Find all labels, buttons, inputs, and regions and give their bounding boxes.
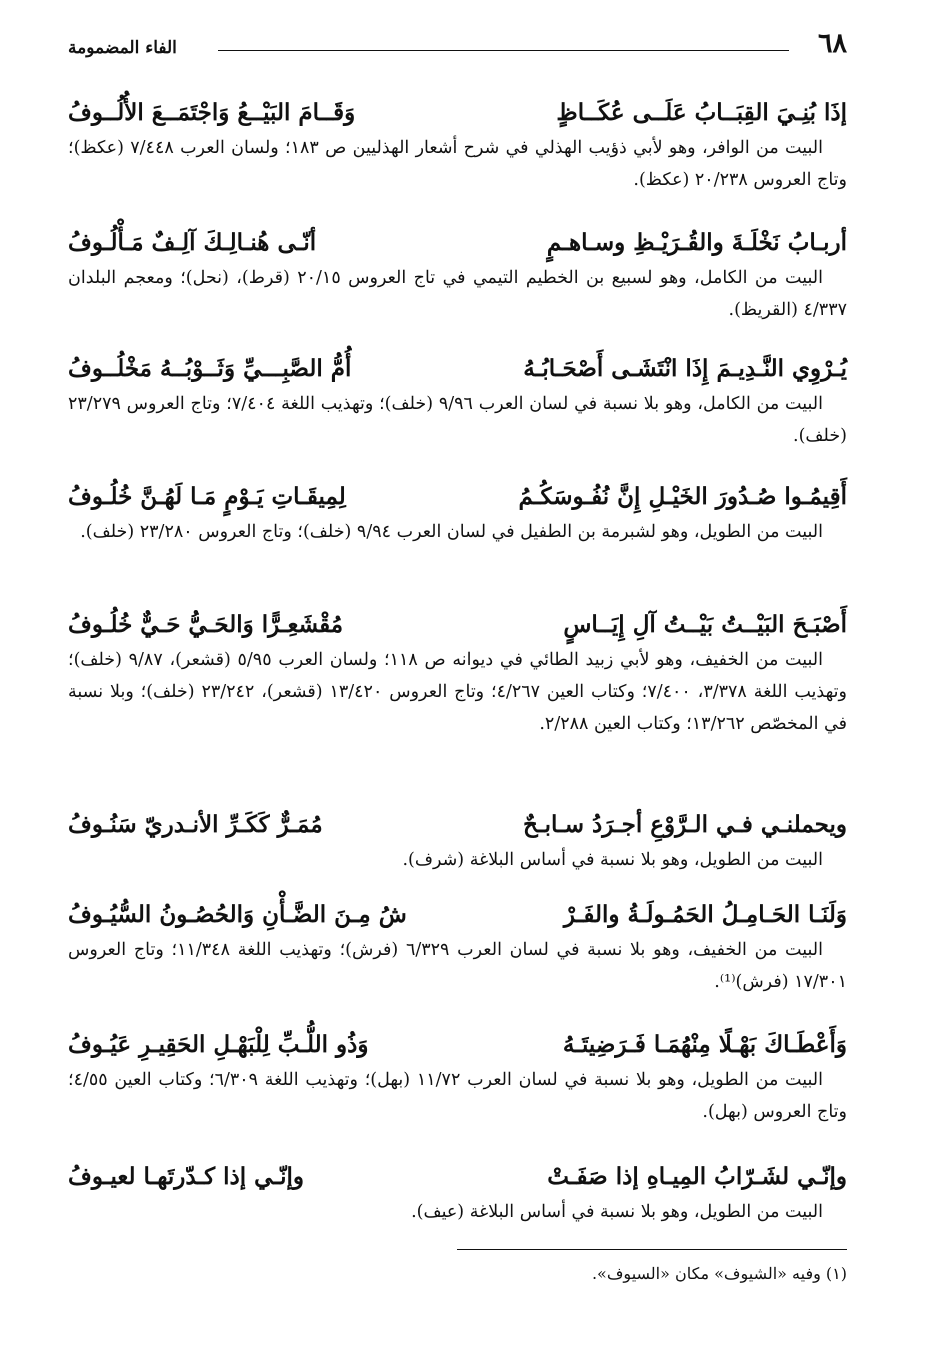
citation-note: البيت من الكامل، وهو بلا نسبة في لسان العرب ٩/٩٦ (خلف)؛ وتهذيب اللغة ٧/٤٠٤؛ وتاج العروس ٢٣/٢٧٩ (خلف). [68, 394, 847, 446]
verse-hemistich-second: لِمِيقَـاتِ يَـوْمٍ مَـا لَهُـنَّ خُلُـوفُ [68, 483, 346, 510]
page-header [68, 28, 847, 60]
verse-hemistich-first: وَأَعْطَـاكَ بَهْـلًا مِنْهُمَـا فَـرَضِيتَـهُ [562, 1031, 847, 1058]
citation-note: البيت من الخفيف، وهو بلا نسبة في لسان العرب ٦/٣٢٩ (فرش)؛ وتهذيب اللغة ١١/٣٤٨؛ وتاج العروس ١٧/٣٠١ (فرش)⁽¹⁾. [68, 940, 847, 992]
verse-hemistich-second: وَقَــامَ البَيْــعُ وَاجْتَمَــعَ الأُلُــوفُ [68, 99, 356, 126]
citation-note: البيت من الوافر، وهو لأبي ذؤيب الهذلي في شرح أشعار الهذليين ص ١٨٣؛ ولسان العرب ٧/٤٤٨ (عكظ)؛ وتاج العروس ٢٠/٢٣٨ (عكظ). [68, 138, 847, 190]
poem-entry [68, 898, 847, 998]
poem-entry [68, 808, 847, 876]
verse-hemistich-first: ويحملنـي فـي الـرَّوْعِ أجـرَدُ سـابـحٌ [523, 811, 847, 838]
verse-line [68, 96, 847, 130]
verse-hemistich-second: أُمُّ الصَّبِـــيِّ وَثَــوْبُــهُ مَخْلُــوفُ [68, 355, 352, 382]
verse-hemistich-second: شُ مِـنَ الضَّـأْنِ وَالحُصُـونُ السُّيُـوفُ [68, 901, 407, 928]
verse-line [68, 808, 847, 842]
citation-note: البيت من الطويل، وهو لشبرمة بن الطفيل في لسان العرب ٩/٩٤ (خلف)؛ وتاج العروس ٢٣/٢٨٠ (خلف). [80, 522, 823, 542]
page-number: ٦٨ [817, 28, 847, 59]
verse-line [68, 1160, 847, 1194]
verse-hemistich-first: أَصْبَـحَ البَيْــتُ بَيْــتُ آلِ إِيَــاسٍ [563, 611, 847, 638]
footnote: (١) وفيه «الشيوف» مكان «السيوف». [591, 1264, 847, 1283]
citation-note: البيت من الكامل، وهو لسبيع بن الخطيم التيمي في تاج العروس ٢٠/١٥ (قرط)، (نحل)؛ ومعجم البلدان ٤/٣٣٧ (القريظ). [68, 268, 847, 320]
verse-hemistich-second: مُمَـرٌّ كَكَـرِّ الأنـدريّ سَنُـوفُ [68, 811, 323, 838]
section-title: الفاء المضمومة [68, 38, 177, 58]
verse-hemistich-second: أنّـى هُنـالِـكَ آلِـفٌ مَـأْلُـوفُ [68, 229, 317, 256]
verse-line [68, 226, 847, 260]
citation-note: البيت من الطويل، وهو بلا نسبة في أساس البلاغة (شرف). [402, 850, 823, 870]
poem-entry [68, 226, 847, 326]
citation-note: البيت من الطويل، وهو بلا نسبة في لسان العرب ١١/٧٢ (بهل)؛ وتهذيب اللغة ٦/٣٠٩؛ وكتاب العين ٤/٥٥؛ وتاج العروس (بهل). [68, 1070, 847, 1122]
verse-hemistich-first: يُـرْوِي النَّـدِيـمَ إِذَا انْتَشَـى أَصْحَـابُـهُ [523, 355, 847, 382]
verse-hemistich-first: وَلَنَـا الحَـامِـلُ الحَمُـولَـةُ والفَـرْ [563, 901, 847, 928]
footnote-separator [457, 1249, 847, 1250]
verse-line [68, 480, 847, 514]
citation-note: البيت من الخفيف، وهو لأبي زبيد الطائي في ديوانه ص ١١٨؛ ولسان العرب ٥/٩٥ (قشعر)، ٩/٨٧ (خلف)؛ وتهذيب اللغة ٣/٣٧٨، ٧/٤٠٠؛ وكتاب العين ٤/٢٦٧؛ وتاج العروس ١٣/٤٢٠ (قشعر)، ٢٣/٢٤٢ (خلف)؛ وبلا نسبة في المخصّص ١٣/٢٦٢؛ وكتاب العين ٢/٢٨٨. [68, 650, 847, 734]
poem-entry [68, 608, 847, 740]
verse-hemistich-first: وإنّـي لشَـرّابُ المِيـاهِ إذا صَفَـتْ [547, 1163, 847, 1190]
poem-entry [68, 96, 847, 196]
verse-line [68, 898, 847, 932]
verse-hemistich-first: أربـابُ نَخْلَـةَ والقُـرَيْـظِ وسـاهـمٍ [546, 229, 847, 256]
citation-note: البيت من الطويل، وهو بلا نسبة في أساس البلاغة (عيف). [411, 1202, 823, 1222]
verse-line [68, 608, 847, 642]
verse-hemistich-second: وإنّـي إذا كـدّرتَهـا لعيـوفُ [68, 1163, 304, 1190]
verse-hemistich-second: مُقْشَعِـرًّا وَالحَـيُّ حَـيٌّ خُلُـوفُ [68, 611, 344, 638]
verse-hemistich-first: أَقِيمُـوا صُـدُورَ الخَيْـلِ إِنَّ نُفُـوسَكُـمُ [518, 483, 847, 510]
header-rule [218, 50, 789, 51]
poem-entry [68, 1028, 847, 1128]
poem-entry [68, 1160, 847, 1228]
poem-entry [68, 352, 847, 452]
verse-hemistich-second: وَذُو اللُّـبِّ لِلْبَهْـلِ الحَقِيـرِ عَيُـوفُ [68, 1031, 369, 1058]
verse-line [68, 1028, 847, 1062]
verse-hemistich-first: إذَا بُنِـيَ القِبَــابُ عَلَــى عُكَــاظٍ [556, 99, 847, 126]
poem-entry [68, 480, 847, 548]
verse-line [68, 352, 847, 386]
